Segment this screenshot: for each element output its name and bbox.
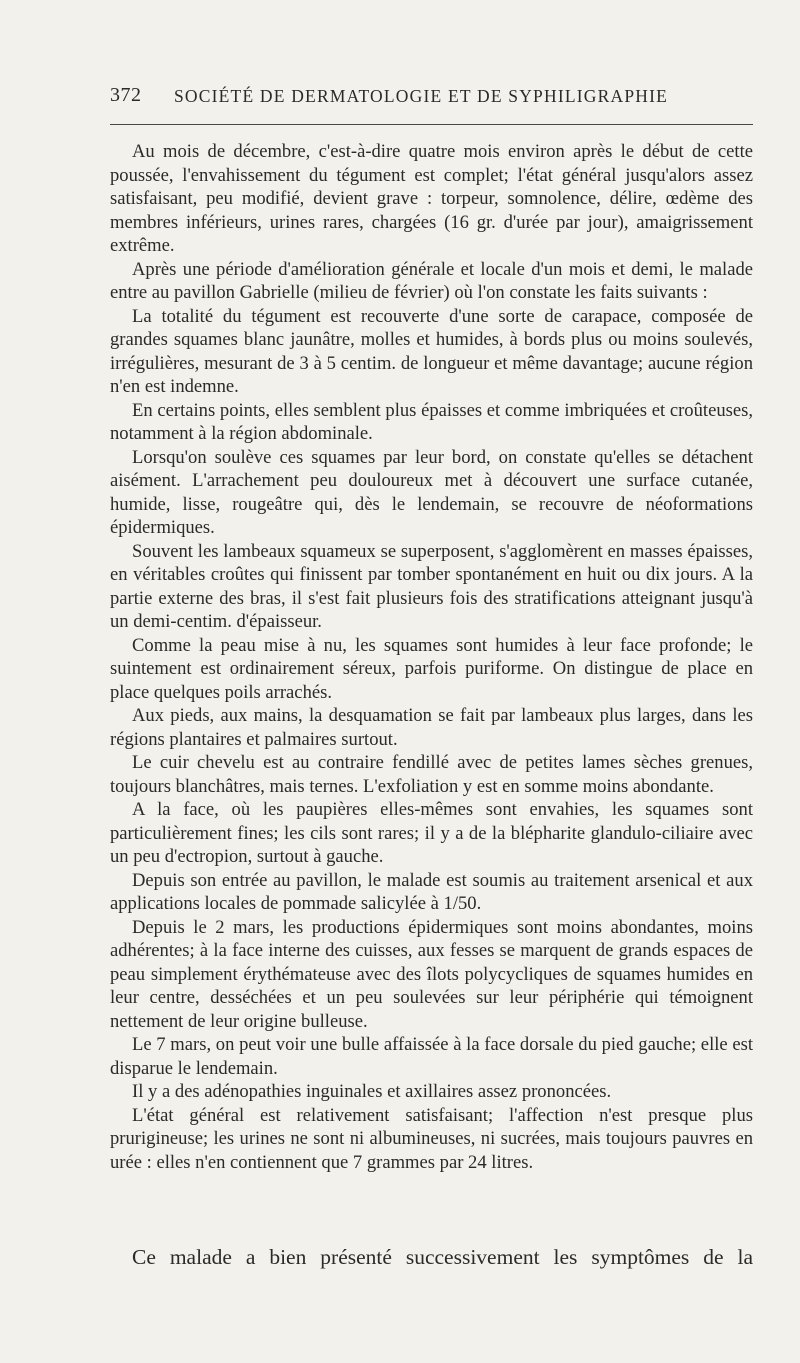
page-header — [110, 84, 755, 112]
paragraph: Après une période d'amélioration générale et locale d'un mois et demi, le malade entre au pavillon Gabrielle (milieu de février) où l'on constate les faits suivants : — [110, 258, 753, 303]
paragraph: Au mois de décembre, c'est-à-dire quatre mois environ après le début de cette poussée, l'envahissement du tégument est complet; l'état général jusqu'alors assez satisfaisant, peu modifié, devient grave : torpeur, somnolence, délire, œdème des membres inférieurs, urines rares, chargées (16 gr. d'urée par jour), amaigrissement extrême. — [110, 141, 753, 256]
running-head: SOCIÉTÉ DE DERMATOLOGIE ET DE SYPHILIGRAPHIE — [174, 86, 669, 106]
page-number: 372 — [110, 84, 142, 106]
paragraph: Depuis son entrée au pavillon, le malade est soumis au traitement arsenical et aux applications locales de pommade salicylée à 1/50. — [110, 869, 753, 914]
paragraph: La totalité du tégument est recouverte d'une sorte de carapace, composée de grandes squames blanc jaunâtre, molles et humides, à bords plus ou moins soulevés, irrégulières, mesurant de 3 à 5 centim. de longueur et même davantage; aucune région n'en est indemne. — [110, 305, 753, 397]
header-rule — [110, 124, 753, 125]
paragraph: Souvent les lambeaux squameux se superposent, s'agglomèrent en masses épaisses, en véritables croûtes qui finissent par tomber spontanément en huit ou dix jours. A la partie externe des bras, il s'est fait plusieurs fois des stratifications atteignant jusqu'à un demi-centim. d'épaisseur. — [110, 540, 753, 632]
paragraph: Lorsqu'on soulève ces squames par leur bord, on constate qu'elles se détachent aisément. L'arrachement peu douloureux met à découvert une surface cutanée, humide, lisse, rougeâtre qui, dès le lendemain, se recouvre de néoformations épidermiques. — [110, 446, 753, 538]
closing-line: Ce malade a bien présenté successivement les symptômes de la — [132, 1245, 753, 1269]
paragraph: Le 7 mars, on peut voir une bulle affaissée à la face dorsale du pied gauche; elle est disparue le lendemain. — [110, 1034, 753, 1079]
paragraph: Aux pieds, aux mains, la desquamation se fait par lambeaux plus larges, dans les régions plantaires et palmaires surtout. — [110, 705, 753, 750]
paragraph: En certains points, elles semblent plus épaisses et comme imbriquées et croûteuses, notamment à la région abdominale. — [110, 399, 753, 444]
paragraph: Il y a des adénopathies inguinales et axillaires assez prononcées. — [132, 1081, 612, 1102]
paragraph: A la face, où les paupières elles-mêmes sont envahies, les squames sont particulièrement fines; les cils sont rares; il y a de la blépharite glandulo-ciliaire avec un peu d'ectropion, surtout à gauche. — [110, 799, 753, 867]
paragraph: Depuis le 2 mars, les productions épidermiques sont moins abondantes, moins adhérentes; à la face interne des cuisses, aux fesses se marquent de grands espaces de peau simplement érythémateuse avec des îlots polycycliques de squames humides en leur centre, desséchées et un peu soulevées sur leur périphérie qui témoignent nettement de leur origine bulleuse. — [110, 916, 753, 1032]
paragraph: Le cuir chevelu est au contraire fendillé avec de petites lames sèches grenues, toujours blanchâtres, mais ternes. L'exfoliation y est en somme moins abondante. — [110, 752, 753, 797]
paragraph: L'état général est relativement satisfaisant; l'affection n'est presque plus prurigineuse; les urines ne sont ni albumineuses, ni sucrées, mais toujours pauvres en urée : elles n'en contiennent que 7 grammes par 24 litres. — [110, 1104, 753, 1173]
body-text — [110, 140, 753, 1174]
paragraph: Comme la peau mise à nu, les squames sont humides à leur face profonde; le suintement est ordinairement séreux, parfois puriforme. On distingue de place en place quelques poils arrachés. — [110, 634, 753, 703]
